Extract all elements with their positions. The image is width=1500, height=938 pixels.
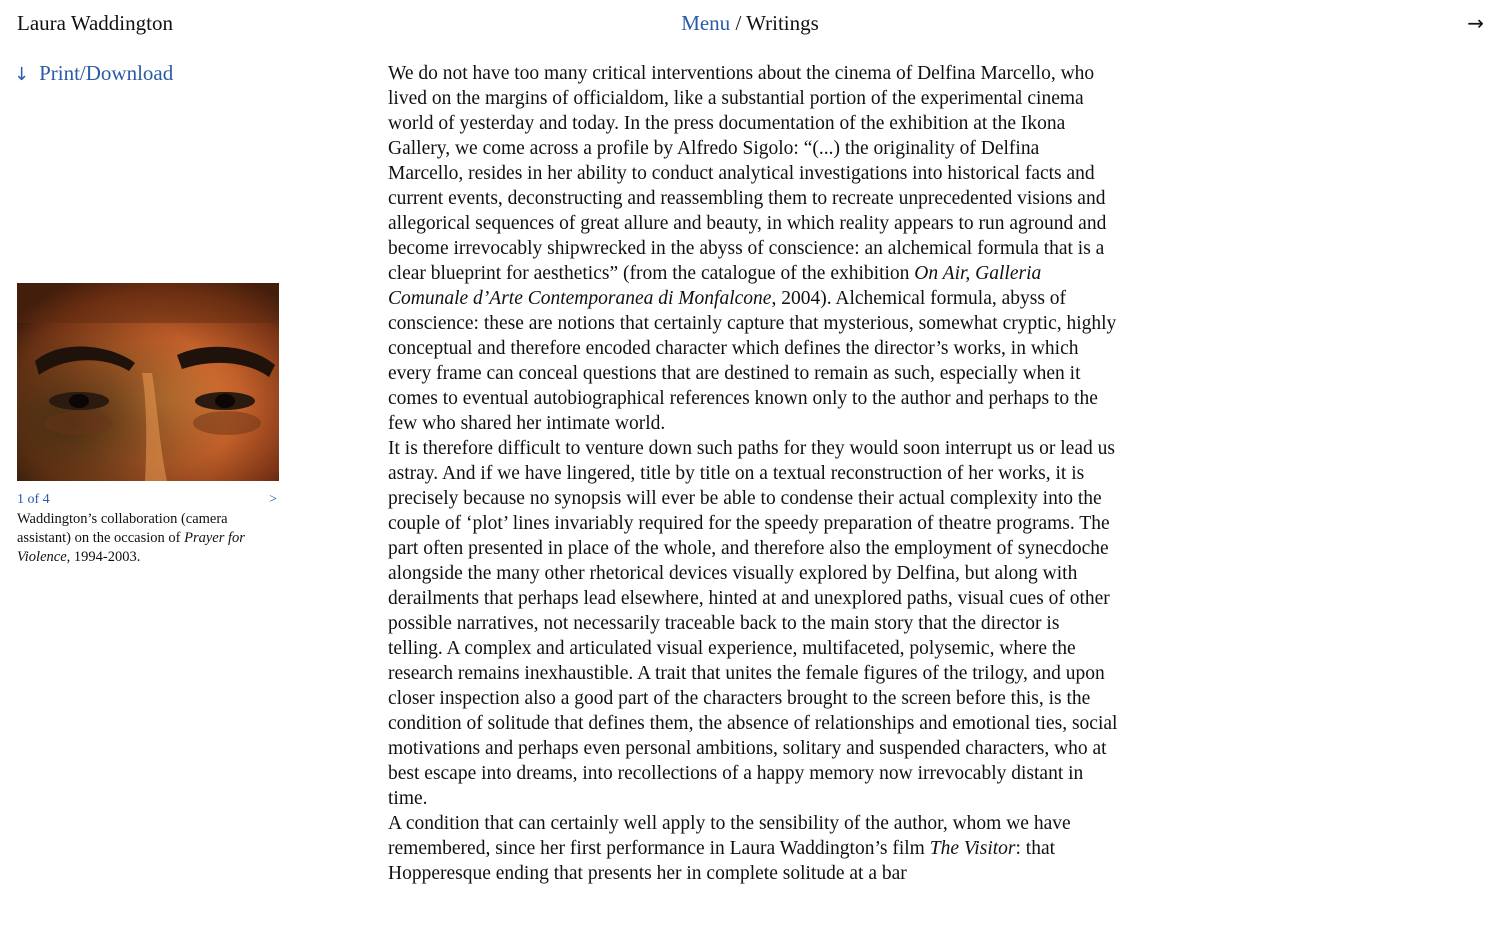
article-paragraph [388, 811, 1118, 886]
gallery-controls [17, 491, 279, 509]
paragraph-text: : that Hopperesque ending that presents her in complete solitude at a bar [388, 838, 1056, 884]
gallery-caption [17, 510, 279, 567]
breadcrumb-separator: / [735, 11, 742, 35]
print-download-button[interactable] [14, 61, 173, 87]
gallery-image-film-still[interactable] [17, 283, 279, 481]
paragraph-text: , 2004). Alchemical formula, abyss of conscience: these are notions that certainly capture that mysterious, somewhat cryptic, highly conceptual and therefore encoded character which defines the director’s works, in which every frame can conceal questions that are destined to remain as such, especially when it comes to eventual autobiographical references known only to the author and perhaps to the few who shared her intimate world. [388, 288, 1117, 434]
image-gallery [17, 283, 279, 567]
print-download-label: Print/Download [39, 61, 174, 85]
paragraph-text: A condition that can certainly well apply to the sensibility of the author, whom we have remembered, since her first performance in Laura Waddington’s film [388, 813, 1071, 859]
film-still-face-illustration [17, 283, 279, 481]
paragraph-text: We do not have too many critical interventions about the cinema of Delfina Marcello, who lived on the margins of officialdom, like a substantial portion of the experimental cinema world of yesterday and today. In the press documentation of the exhibition at the Ikona Gallery, we come across a profile by Alfredo Sigolo: “(...) the originality of Delfina Marcello, resides in her ability to conduct analytical investigations into historical facts and current events, deconstructing and reassembling them to recreate unprecedented visions and allegorical sequences of great allure and beauty, in which reality appears to run aground and become irrevocably shipwrecked in the abyss of conscience: an alchemical formula that is a clear blueprint for aesthetics” (from the catalogue of the exhibition [388, 63, 1107, 284]
film-title: The Visitor [929, 838, 1016, 859]
exhibition-title: On Air, Galleria Comunale d’Arte Contemporanea di Monfalcone [388, 263, 1042, 309]
breadcrumb [0, 11, 1500, 36]
article-paragraph: It is therefore difficult to venture down such paths for they would soon interrupt us or lead us astray. And if we have lingered, title by title on a textual reconstruction of her works, it is precisely because no synopsis will ever be able to condense their actual complexity into the couple of ‘plot’ lines invariably required for the speedy preparation of theatre programs. The part often presented in place of the whole, and therefore also the employment of synecdoche alongside the many other rhetorical devices visually explored by Delfina, but along with derailments that perhaps lead elsewhere, hinted at and unexplored paths, visual cues of other possible narratives, not necessarily traceable back to the main story that the director is telling. A complex and articulated visual experience, multifaceted, polysemic, where the research remains inexhaustible. A trait that unites the female figures of the trilogy, and upon closer inspection also a good part of the characters brought to the screen before this, is the condition of solitude that defines them, the absence of relationships and emotional ties, social motivations and perhaps even personal ambitions, solitary and suspended characters, who at best escape into dreams, into recollections of a happy memory now irrevocably distant in time. [388, 438, 1118, 809]
article-body [388, 61, 1118, 886]
breadcrumb-current-section: Writings [746, 11, 819, 35]
article-paragraph [388, 61, 1118, 436]
next-page-arrow-icon[interactable]: → [1467, 11, 1484, 35]
caption-text: Waddington’s collaboration (camera assistant) on the occasion of [17, 511, 228, 546]
gallery-next-button[interactable]: > [269, 492, 277, 507]
site-title[interactable]: Laura Waddington [17, 11, 173, 35]
download-arrow-icon: ↓ [14, 64, 30, 85]
menu-link[interactable]: Menu [681, 11, 731, 35]
gallery-counter: 1 of 4 [17, 492, 50, 507]
caption-film-title: Prayer for Violence [17, 530, 245, 565]
caption-text-end: , 1994-2003. [66, 549, 141, 565]
